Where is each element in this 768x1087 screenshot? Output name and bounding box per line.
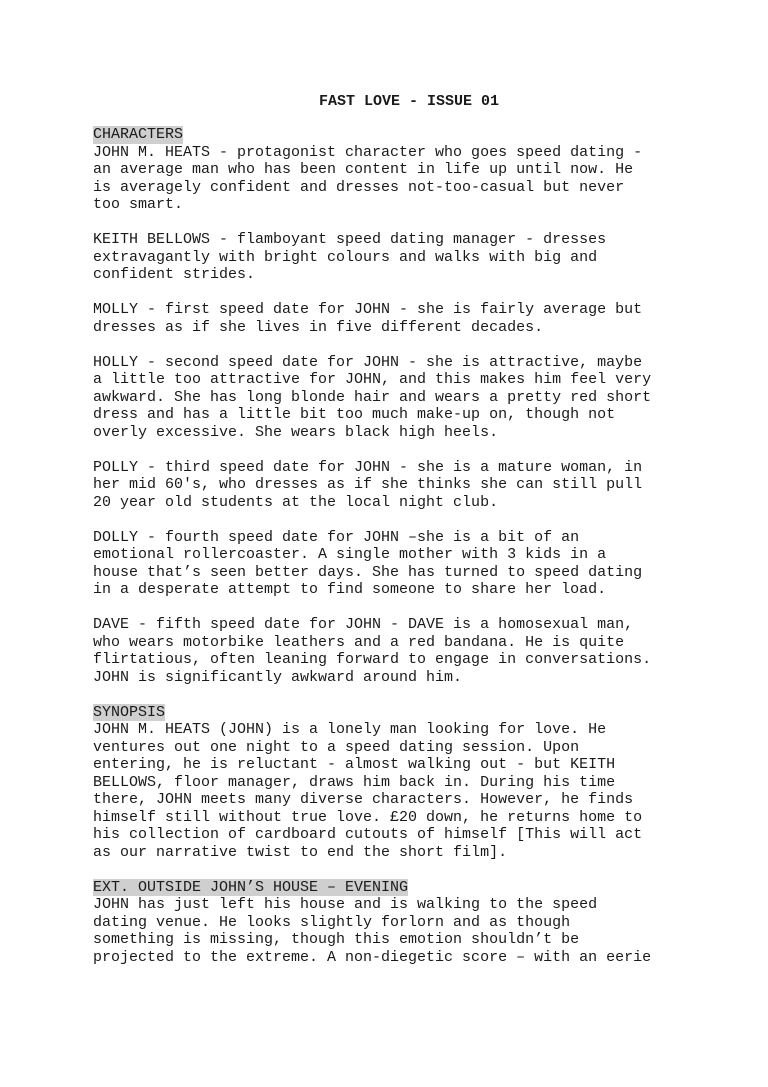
document-title: FAST LOVE - ISSUE 01 [318, 93, 500, 110]
scene-text: JOHN has just left his house and is walking to the speed dating venue. He looks slightly forlorn and as though something is missing, though this emotion shouldn’t be projected to the extreme. A non-diegetic score – with an eerie [93, 896, 652, 966]
script-page [93, 93, 693, 984]
character-entry-holly: HOLLY - second speed date for JOHN - she is attractive, maybe a little too attractive for JOHN, and this makes him feel very awkward. She has long blonde hair and wears a pretty red short dress and has a little bit too much make-up on, though not overly excessive. She wears black high heels. [93, 353, 652, 441]
synopsis-heading: SYNOPSIS [93, 703, 166, 721]
characters-heading: CHARACTERS [93, 126, 184, 143]
character-entry-dave: DAVE - fifth speed date for JOHN - DAVE is a homosexual man, who wears motorbike leathers and a red bandana. He is quite flirtatious, often leaning forward to engage in conversations. JOHN is significantly awkward around him. [93, 616, 652, 686]
synopsis-section [93, 704, 693, 862]
character-entry-dolly: DOLLY - fourth speed date for JOHN –she is a bit of an emotional rollercoaster. A single mother with 3 kids in a house that’s seen better days. She has turned to speed dating in a desperate attempt to find someone to share her load. [93, 528, 643, 598]
character-entry-molly: MOLLY - first speed date for JOHN - she is fairly average but dresses as if she lives in five different decades. [93, 301, 643, 336]
characters-section [93, 126, 693, 686]
character-entry-polly: POLLY - third speed date for JOHN - she is a mature woman, in her mid 60's, who dresses as if she thinks she can still pull 20 year old students at the local night club. [93, 458, 643, 511]
character-entry-keith: KEITH BELLOWS - flamboyant speed dating manager - dresses extravagantly with bright colours and walks with big and confident strides. [93, 231, 607, 283]
synopsis-text: JOHN M. HEATS (JOHN) is a lonely man looking for love. He ventures out one night to a speed dating session. Upon entering, he is reluctant - almost walking out - but KEITH BELLOWS, floor manager, draws him back in. During his time there, JOHN meets many diverse characters. However, he finds himself still without true love. £20 down, he returns home to his collection of cardboard cutouts of himself [This will act as our narrative twist to end the short film]. [93, 721, 643, 861]
scene-section [93, 879, 693, 967]
character-entry-john: JOHN M. HEATS - protagonist character who goes speed dating - an average man who has been content in life up until now. He is averagely confident and dresses not-too-casual but never too smart. [93, 143, 643, 213]
scene-heading: EXT. OUTSIDE JOHN’S HOUSE – EVENING [93, 878, 409, 896]
